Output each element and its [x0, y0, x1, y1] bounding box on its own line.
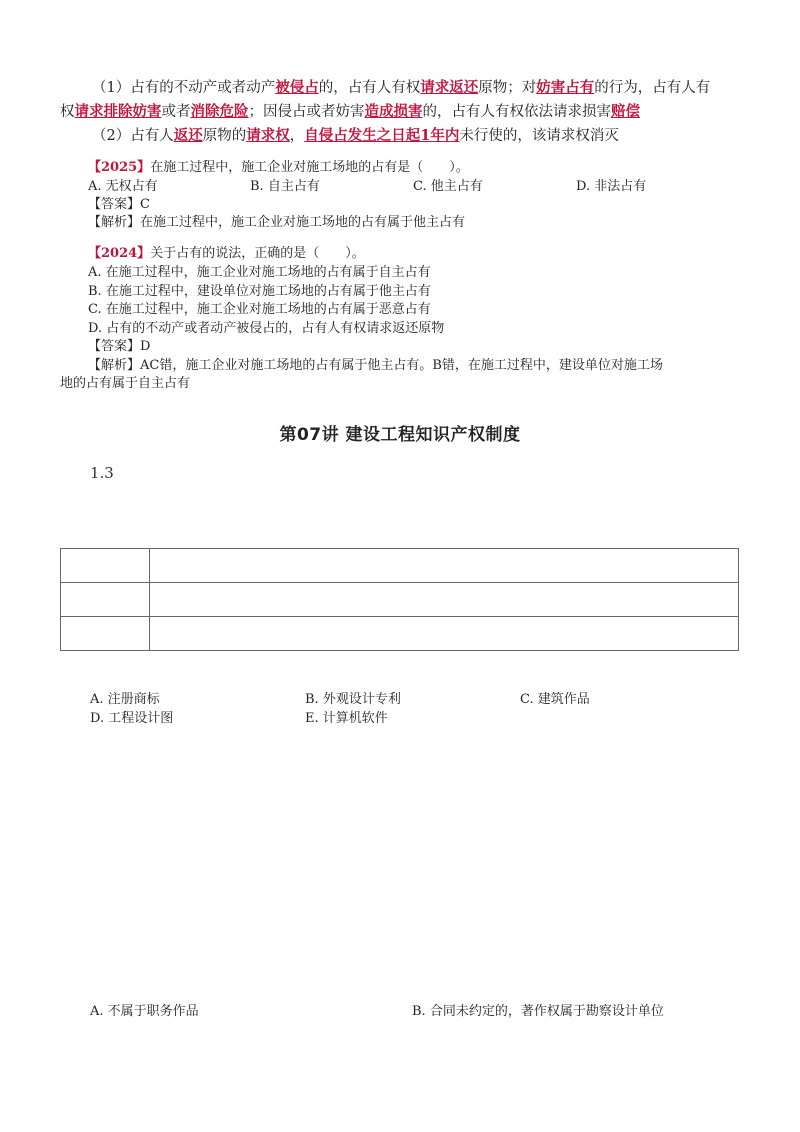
rule-highlight: 妨害占有 [536, 79, 595, 96]
rule-text: 的，占有人有权 [318, 80, 421, 96]
quiz1-option-d: D. 工程设计图 [90, 711, 174, 726]
q2025-option-a: A. 无权占有 [88, 179, 158, 194]
rule-line-3 [92, 126, 619, 146]
q2024-option-d: D. 占有的不动产或者动产被侵占的，占有人有权请求返还原物 [88, 321, 445, 336]
quiz1-option-c: C. 建筑作品 [520, 692, 590, 707]
rule-text: （2）占有人 [92, 128, 174, 144]
question-stem: 在施工过程中，施工企业对施工场地的占有是（ ）。 [150, 160, 469, 175]
rule-text: 原物；对 [478, 80, 537, 96]
rule-highlight: 自侵占发生之日起1年内 [304, 127, 460, 144]
table-row [61, 617, 739, 651]
q2024-option-c: C. 在施工过程中，施工企业对施工场地的占有属于恶意占有 [88, 302, 431, 317]
table-row [61, 549, 739, 583]
q2024-answer: 【答案】D [88, 339, 151, 354]
table-cell [61, 617, 150, 651]
rule-text: ；因侵占或者妨害 [248, 104, 365, 120]
quiz1-option-a: A. 注册商标 [90, 692, 160, 707]
rule-text: 的行为，占有人有 [594, 80, 711, 96]
question-stem: 关于占有的说法，正确的是（ ）。 [150, 246, 365, 261]
section-title: 第07讲 建设工程知识产权制度 [279, 425, 521, 445]
rule-text: 或者 [161, 104, 191, 120]
table-cell [150, 617, 739, 651]
section-subtitle: 1.3 [90, 464, 114, 482]
rule-highlight: 造成损害 [364, 103, 423, 120]
year-tag: 【2024】 [88, 246, 151, 261]
table-cell [150, 583, 739, 617]
blank-table [60, 548, 739, 651]
q2025-option-b: B. 自主占有 [250, 179, 320, 194]
q2025-analysis: 【解析】在施工过程中，施工企业对施工场地的占有属于他主占有 [88, 215, 466, 230]
q2024-analysis-line-2: 地的占有属于自主占有 [60, 376, 191, 391]
rule-text: 的，占有人有权依法请求损害 [422, 104, 611, 120]
rule-line-2 [60, 102, 640, 122]
rule-text: 未行使的，该请求权消灭 [459, 128, 619, 144]
table-cell [61, 583, 150, 617]
quiz2-option-b: B. 合同未约定的，著作权属于勘察设计单位 [412, 1004, 664, 1019]
q2024-analysis-line-1: 【解析】AC错，施工企业对施工场地的占有属于他主占有。B错，在施工过程中，建设单位对施工场 [88, 358, 663, 373]
table-cell [150, 549, 739, 583]
q2024-option-a: A. 在施工过程中，施工企业对施工场地的占有属于自主占有 [88, 265, 431, 280]
rule-highlight: 赔偿 [611, 103, 640, 120]
quiz1-option-e: E. 计算机软件 [305, 711, 388, 726]
rule-highlight: 请求权 [246, 127, 290, 144]
rule-text: （1）占有的不动产或者动产 [92, 80, 276, 96]
rule-highlight: 请求返还 [420, 79, 479, 96]
q2024-stem [88, 245, 365, 262]
table-cell [61, 549, 150, 583]
rule-text: ， [289, 128, 305, 144]
rule-highlight: 返还 [173, 127, 203, 144]
q2025-answer: 【答案】C [88, 197, 150, 212]
q2025-stem [88, 159, 469, 176]
q2024-option-b: B. 在施工过程中，建设单位对施工场地的占有属于他主占有 [88, 284, 431, 299]
quiz1-option-b: B. 外观设计专利 [305, 692, 401, 707]
rule-highlight: 被侵占 [275, 79, 319, 96]
table-row [61, 583, 739, 617]
quiz2-option-a: A. 不属于职务作品 [90, 1004, 199, 1019]
rule-highlight: 消除危险 [190, 103, 249, 120]
rule-line-1 [92, 78, 710, 98]
rule-text: 权 [60, 104, 75, 120]
q2025-option-d: D. 非法占有 [576, 179, 647, 194]
rule-highlight: 请求排除妨害 [74, 103, 162, 120]
year-tag: 【2025】 [88, 160, 151, 175]
q2025-option-c: C. 他主占有 [413, 179, 483, 194]
rule-text: 原物的 [202, 128, 247, 144]
